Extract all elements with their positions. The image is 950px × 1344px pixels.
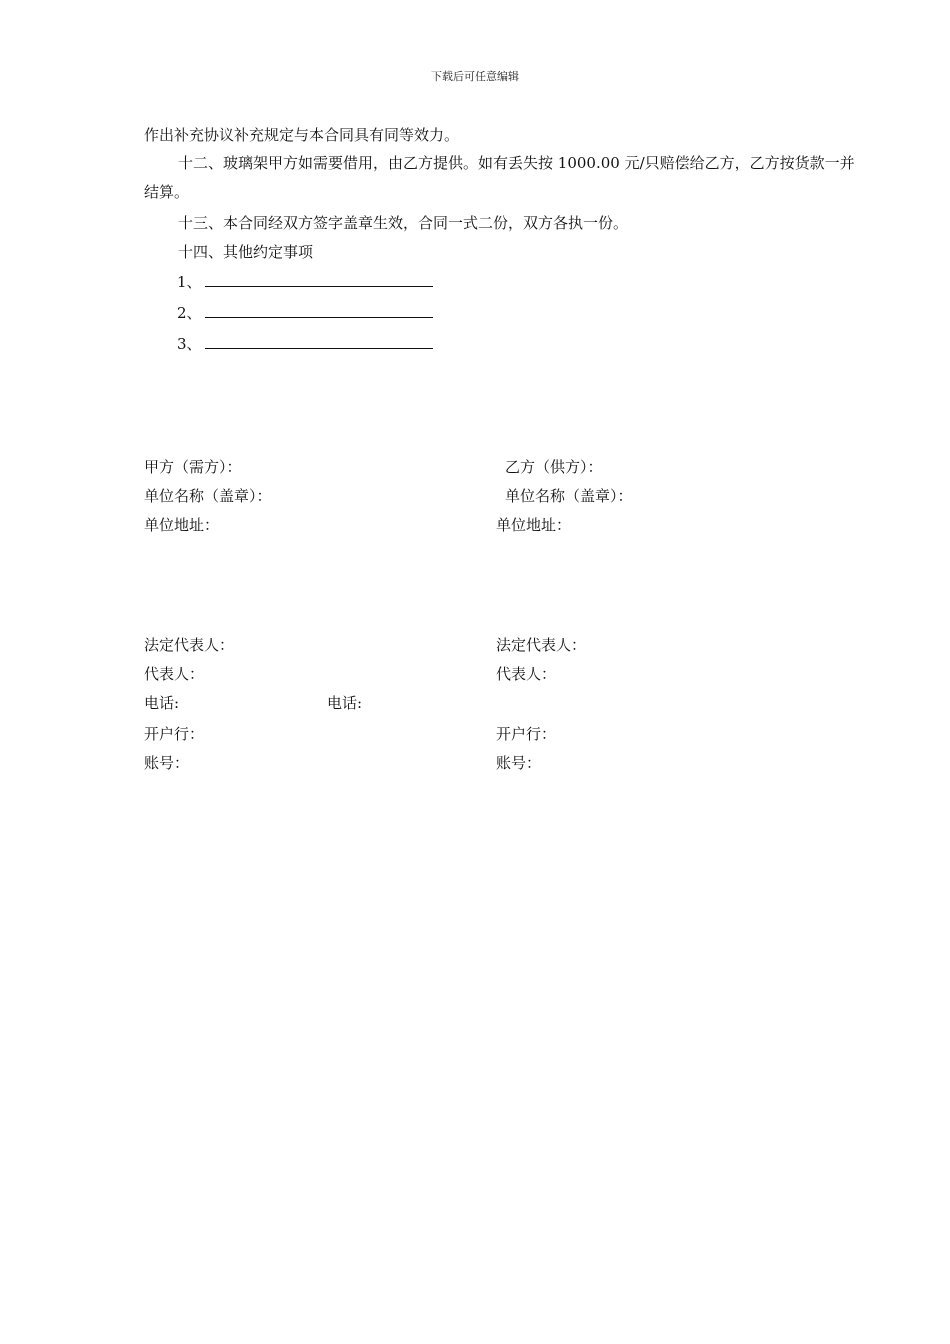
party-a-phone: 电话: [144,694,180,712]
party-b-phone: 电话: [327,694,363,712]
clause-14: 十四、其他约定事项 [178,243,314,261]
party-b-address: 单位地址： [496,516,572,534]
party-a-legal-rep: 法定代表人： [144,636,235,654]
party-a-title: 甲方（需方）： [144,458,242,476]
party-b-bank: 开户行： [496,725,557,743]
blank-item-number: 1、 [177,273,202,291]
party-b-legal-rep: 法定代表人： [496,636,587,654]
party-b-title: 乙方（供方）： [505,458,603,476]
party-b-rep: 代表人： [496,665,557,683]
clause-13: 十三、本合同经双方签字盖章生效，合同一式二份，双方各执一份。 [178,214,629,232]
party-a-rep: 代表人： [144,665,205,683]
blank-line [205,317,433,318]
party-b-account: 账号： [496,754,542,772]
blank-item-number: 2、 [177,304,202,322]
party-b-unit-name: 单位名称（盖章）： [505,487,633,505]
blank-line [205,348,433,349]
blank-item-1 [177,272,205,292]
blank-item-3 [177,334,205,354]
header-note: 下载后可任意编辑 [431,70,519,83]
party-a-account: 账号： [144,754,190,772]
blank-line [205,286,433,287]
party-a-unit-name: 单位名称（盖章）： [144,487,272,505]
blank-item-2 [177,303,205,323]
clause-12: 十二、玻璃架甲方如需要借用，由乙方提供。如有丢失按 1000.00 元/只赔偿给乙方，乙方按货款一并结算。 [144,154,855,201]
intro-line: 作出补充协议补充规定与本合同具有同等效力。 [144,126,460,144]
party-a-bank: 开户行： [144,725,205,743]
party-a-address: 单位地址： [144,516,220,534]
blank-item-number: 3、 [177,335,202,353]
